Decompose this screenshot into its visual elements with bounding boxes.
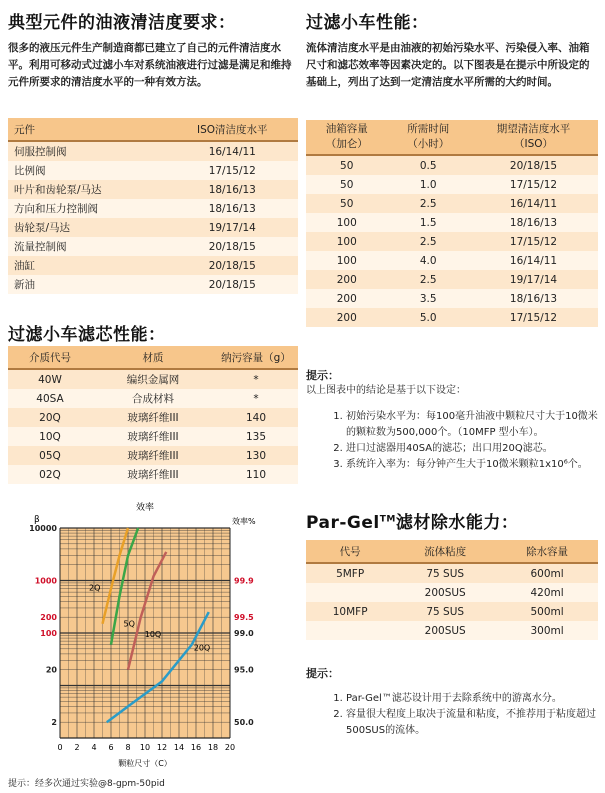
table-cell: 500ml [496,602,598,621]
table-cell: 100 [306,232,387,251]
col-code: 代号 [306,540,394,563]
media-row [8,369,298,389]
table-cell: 140 [214,408,298,427]
col-material: 材质 [92,346,214,369]
component-row [8,237,298,256]
table-cell: 19/17/14 [167,218,298,237]
table-cell: * [214,389,298,408]
x-tick-label: 18 [207,743,219,752]
filter-media-table [8,346,298,484]
table-cell: 油缸 [8,256,167,275]
component-row [8,218,298,237]
col-media-code: 介质代号 [8,346,92,369]
media-row [8,427,298,446]
footer-note: 提示：经多次通过实验@8-gpm-50pid [8,779,165,789]
table-cell: 20/18/15 [167,256,298,275]
y-right-tick-label: 50.0 [234,718,254,728]
col-tank: 油箱容量 （加仑） [306,120,387,155]
y-tick-label: 1000 [34,576,57,586]
cart-row [306,232,598,251]
x-tick-label: 0 [57,743,63,752]
media-row [8,408,298,427]
pargel-row [306,583,598,602]
col-time: 所需时间 （小时） [387,120,468,155]
table-cell: 18/16/13 [167,199,298,218]
table-cell: 方向和压力控制阀 [8,199,167,218]
pargel-row [306,563,598,583]
table-cell: 200 [306,270,387,289]
x-tick-label: 6 [108,743,114,752]
note-settings-list [306,409,598,473]
x-tick-label: 16 [190,743,202,752]
table-cell: 130 [214,446,298,465]
cart-paragraph: 流体清洁度水平是由油液的初始污染水平、污染侵入率、油箱尺寸和滤芯效率等因素决定的。以下图表是在提示中所设定的基础上，列出了达到一定清洁度水平所需的大约时间。 [306,42,590,88]
cart-row [306,194,598,213]
x-tick-label: 2 [74,743,80,752]
table-cell: 4.0 [387,251,468,270]
cart-row [306,251,598,270]
col-iso: ISO清洁度水平 [167,118,298,141]
list-item: 1. 初始污染水平为：每100毫升油液中颗粒尺寸大于10微米的颗粒数为500,000个。（10MFP 型小车）。 [346,409,598,441]
table-cell: 20/18/15 [167,237,298,256]
y-tick-label: 20 [45,665,57,675]
table-cell: 玻璃纤维III [92,427,214,446]
table-cell: 10MFP [306,602,394,621]
x-tick-label: 4 [91,743,97,752]
table-cell: 伺服控制阀 [8,141,167,161]
y-right-tick-label: 95.0 [234,665,254,675]
series-label-02Q: 2Q [89,583,101,593]
media-row [8,446,298,465]
col-viscosity: 流体粘度 [394,540,496,563]
y-right-label: 效率% [232,517,256,526]
col-water-capacity: 除水容量 [496,540,598,563]
note-settings [306,367,598,483]
table-cell: 200 [306,308,387,327]
table-cell: 2.5 [387,270,468,289]
table-cell: * [214,369,298,389]
table-cell: 135 [214,427,298,446]
table-cell: 1.0 [387,175,468,194]
y-tick-label: 200 [40,613,57,623]
x-axis-label: 颗粒尺寸（C） [118,759,172,768]
x-tick-label: 8 [125,743,131,752]
table-cell: 600ml [496,563,598,583]
table-cell: 1.5 [387,213,468,232]
table-cell: 20/18/15 [469,155,598,175]
table-cell: 16/14/11 [167,141,298,161]
table-cell: 200SUS [394,621,496,640]
table-cell: 流量控制阀 [8,237,167,256]
cart-row [306,270,598,289]
table-cell: 17/15/12 [469,308,598,327]
table-cell: 18/16/13 [469,289,598,308]
table-cell: 420ml [496,583,598,602]
table-cell: 合成材料 [92,389,214,408]
table-cell: 2.5 [387,232,468,251]
cart-row [306,308,598,327]
y-tick-label: 2 [51,718,57,728]
y-right-tick-label: 99.5 [234,613,254,623]
y-tick-label: 100 [40,629,57,638]
table-cell: 02Q [8,465,92,484]
note-pargel-title: 提示： [306,667,339,680]
col-capacity: 纳污容量（g） [214,346,298,369]
note-settings-title: 提示： [306,369,339,382]
list-item: 2. 进口过滤器用40SA的滤芯；出口用20Q滤芯。 [346,441,598,457]
table-cell: 75 SUS [394,602,496,621]
table-cell: 新油 [8,275,167,294]
cart-row [306,155,598,175]
component-row [8,275,298,294]
x-tick-label: 14 [173,743,185,752]
table-cell: 100 [306,213,387,232]
table-cell: 50 [306,155,387,175]
title-pargel: Par-Gel™滤材除水能力： [306,513,519,533]
table-cell: 40W [8,369,92,389]
pargel-table [306,540,598,640]
cart-row [306,213,598,232]
table-cell: 玻璃纤维III [92,408,214,427]
col-component: 元件 [8,118,167,141]
table-cell [306,621,394,640]
pargel-row [306,602,598,621]
x-tick-label: 10 [139,743,151,752]
table-cell: 玻璃纤维III [92,446,214,465]
intro-paragraph: 很多的液压元件生产制造商都已建立了自己的元件清洁度水平。利用可移动式过滤小车对系统油液进行过滤是满足和维持元件所要求的清洁度水平的一种有效方法。 [8,42,292,88]
title-filter-performance: 过滤小车滤芯性能： [8,325,166,345]
media-row [8,389,298,408]
y-right-tick-label: 99.0 [234,629,254,638]
table-cell: 40SA [8,389,92,408]
table-cell: 17/15/12 [167,161,298,180]
component-row [8,180,298,199]
table-cell: 5MFP [306,563,394,583]
table-cell: 17/15/12 [469,232,598,251]
x-tick-label: 12 [156,743,168,752]
chart-title: 效率 [135,503,155,513]
table-cell: 18/16/13 [469,213,598,232]
component-row [8,141,298,161]
table-cell: 16/14/11 [469,251,598,270]
table-cell: 2.5 [387,194,468,213]
list-item: 1. Par-Gel™滤芯设计用于去除系统中的游离水分。 [346,691,598,707]
table-cell: 50 [306,194,387,213]
table-cell: 100 [306,251,387,270]
efficiency-chart [0,498,300,770]
table-cell: 18/16/13 [167,180,298,199]
table-cell: 比例阀 [8,161,167,180]
cart-row [306,175,598,194]
cart-row [306,289,598,308]
cart-time-table [306,120,598,327]
y-axis-label: β [34,515,40,525]
component-cleanliness-table [8,118,298,294]
component-row [8,161,298,180]
table-cell [306,583,394,602]
table-cell: 叶片和齿轮泵/马达 [8,180,167,199]
list-item: 2. 容量很大程度上取决于流量和粘度，不推荐用于粘度超过500SUS的流体。 [346,707,598,739]
series-label-05Q: 5Q [123,619,135,629]
table-cell: 5.0 [387,308,468,327]
component-row [8,199,298,218]
col-target-iso: 期望清洁度水平 （ISO） [469,120,598,155]
table-cell: 玻璃纤维III [92,465,214,484]
y-right-tick-label: 99.9 [234,576,254,586]
table-cell: 编织金属网 [92,369,214,389]
table-cell: 300ml [496,621,598,640]
table-cell: 20/18/15 [167,275,298,294]
table-cell: 50 [306,175,387,194]
component-row [8,256,298,275]
series-label-20Q: 20Q [193,643,211,653]
media-row [8,465,298,484]
x-tick-label: 20 [224,743,236,752]
note-settings-intro: 以上图表中的结论是基于以下设定： [306,385,466,396]
table-cell: 17/15/12 [469,175,598,194]
note-pargel [306,665,598,749]
title-cart-performance: 过滤小车性能： [306,13,429,33]
table-cell: 10Q [8,427,92,446]
series-label-10Q: 10Q [144,630,162,640]
table-cell: 16/14/11 [469,194,598,213]
note-pargel-list [306,691,598,739]
y-tick-label: 10000 [29,524,57,533]
table-cell: 19/17/14 [469,270,598,289]
table-cell: 05Q [8,446,92,465]
table-cell: 110 [214,465,298,484]
title-cleanliness: 典型元件的油液清洁度要求： [8,13,236,33]
table-cell: 0.5 [387,155,468,175]
table-cell: 200 [306,289,387,308]
table-cell: 20Q [8,408,92,427]
list-item: 3. 系统许入率为：每分钟产生大于10微米颗粒1x10⁶个。 [346,457,598,473]
table-cell: 200SUS [394,583,496,602]
table-cell: 3.5 [387,289,468,308]
table-cell: 齿轮泵/马达 [8,218,167,237]
table-cell: 75 SUS [394,563,496,583]
pargel-row [306,621,598,640]
